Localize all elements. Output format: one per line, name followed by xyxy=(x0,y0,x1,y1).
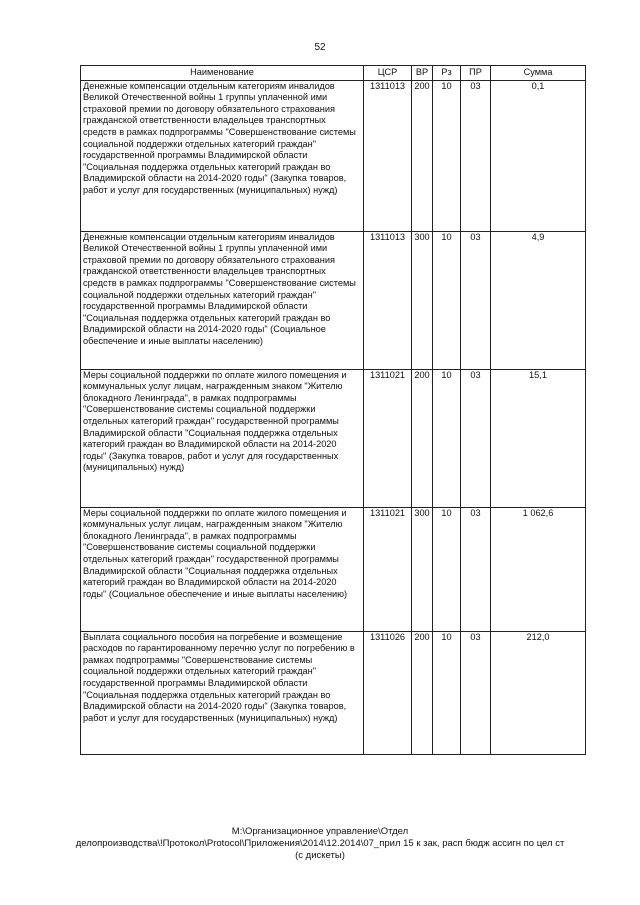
row-sum: 212,0 xyxy=(491,631,586,754)
row-sum: 4,9 xyxy=(491,231,586,369)
footer-path-line-1: M:\Организационное управление\Отдел xyxy=(231,826,409,837)
header-sum: Сумма xyxy=(491,66,586,81)
row-vr: 300 xyxy=(412,507,433,631)
page-number: 52 xyxy=(314,42,326,53)
row-name: Денежные компенсации отдельным категориям инвалидов Великой Отечественной войны 1 группы уплаченной ими страховой премии по договору обязательного страхования гражданской ответственности владельцев транспортных средств в рамках подпрограммы "Совершенствование системы социальной поддержки отдельных категорий граждан" государственной программы Владимирской области "Социальная поддержка отдельных категорий граждан во Владимирской области на 2014-2020 годы" (Закупка товаров, работ и услуг для государственных (муниципальных) нужд) xyxy=(81,80,364,231)
row-csr: 1311013 xyxy=(364,231,412,369)
row-vr: 200 xyxy=(412,631,433,754)
footer-path-line-3: (с дискеты) xyxy=(295,850,345,861)
document-footer xyxy=(0,826,640,862)
table-row xyxy=(81,631,586,754)
row-csr: 1311021 xyxy=(364,369,412,507)
row-pr: 03 xyxy=(461,631,491,754)
row-rz: 10 xyxy=(433,507,461,631)
row-vr: 200 xyxy=(412,80,433,231)
table-row xyxy=(81,507,586,631)
table-row xyxy=(81,369,586,507)
table-header-row xyxy=(81,66,586,81)
row-sum: 0,1 xyxy=(491,80,586,231)
row-rz: 10 xyxy=(433,631,461,754)
header-rz: Рз xyxy=(433,66,461,81)
table-row xyxy=(81,80,586,231)
row-csr: 1311021 xyxy=(364,507,412,631)
row-sum: 15,1 xyxy=(491,369,586,507)
row-csr: 1311026 xyxy=(364,631,412,754)
footer-path-line-2: делопроизводства\!Протокол\Protocol\Приложения\2014\12.2014\07_прил 15 к зак, расп бюдж ассигн по цел ст xyxy=(75,838,565,849)
header-csr: ЦСР xyxy=(364,66,412,81)
row-sum: 1 062,6 xyxy=(491,507,586,631)
row-name: Меры социальной поддержки по оплате жилого помещения и коммунальных услуг лицам, награжденным знаком "Жителю блокадного Ленинграда", в рамках подпрограммы "Совершенствование системы социальной поддержки отдельных категорий граждан" государственной программы Владимирской области "Социальная поддержка отдельных категорий граждан во Владимирской области на 2014-2020 годы" (Закупка товаров, работ и услуг для государственных (муниципальных) нужд) xyxy=(81,369,364,507)
row-pr: 03 xyxy=(461,369,491,507)
row-csr: 1311013 xyxy=(364,80,412,231)
row-pr: 03 xyxy=(461,80,491,231)
header-name: Наименование xyxy=(81,66,364,81)
row-rz: 10 xyxy=(433,80,461,231)
header-pr: ПР xyxy=(461,66,491,81)
row-name: Выплата социального пособия на погребение и возмещение расходов по гарантированному перечню услуг по погребению в рамках подпрограммы "Совершенствование системы социальной поддержки отдельных категорий граждан" государственной программы Владимирской области "Социальная поддержка отдельных категорий граждан во Владимирской области на 2014-2020 годы" (Закупка товаров, работ и услуг для государственных (муниципальных) нужд) xyxy=(81,631,364,754)
row-rz: 10 xyxy=(433,369,461,507)
row-pr: 03 xyxy=(461,231,491,369)
row-rz: 10 xyxy=(433,231,461,369)
row-name: Денежные компенсации отдельным категориям инвалидов Великой Отечественной войны 1 группы уплаченной ими страховой премии по договору обязательного страхования гражданской ответственности владельцев транспортных средств в рамках подпрограммы "Совершенствование системы социальной поддержки отдельных категорий граждан" государственной программы Владимирской области "Социальная поддержка отдельных категорий граждан во Владимирской области на 2014-2020 годы" (Социальное обеспечение и иные выплаты населению) xyxy=(81,231,364,369)
table-row xyxy=(81,231,586,369)
header-vr: ВР xyxy=(412,66,433,81)
row-name: Меры социальной поддержки по оплате жилого помещения и коммунальных услуг лицам, награжденным знаком "Жителю блокадного Ленинграда", в рамках подпрограммы "Совершенствование системы социальной поддержки отдельных категорий граждан" государственной программы Владимирской области "Социальная поддержка отдельных категорий граждан во Владимирской области на 2014-2020 годы" (Социальное обеспечение и иные выплаты населению) xyxy=(81,507,364,631)
row-pr: 03 xyxy=(461,507,491,631)
row-vr: 200 xyxy=(412,369,433,507)
budget-table xyxy=(80,65,586,755)
row-vr: 300 xyxy=(412,231,433,369)
